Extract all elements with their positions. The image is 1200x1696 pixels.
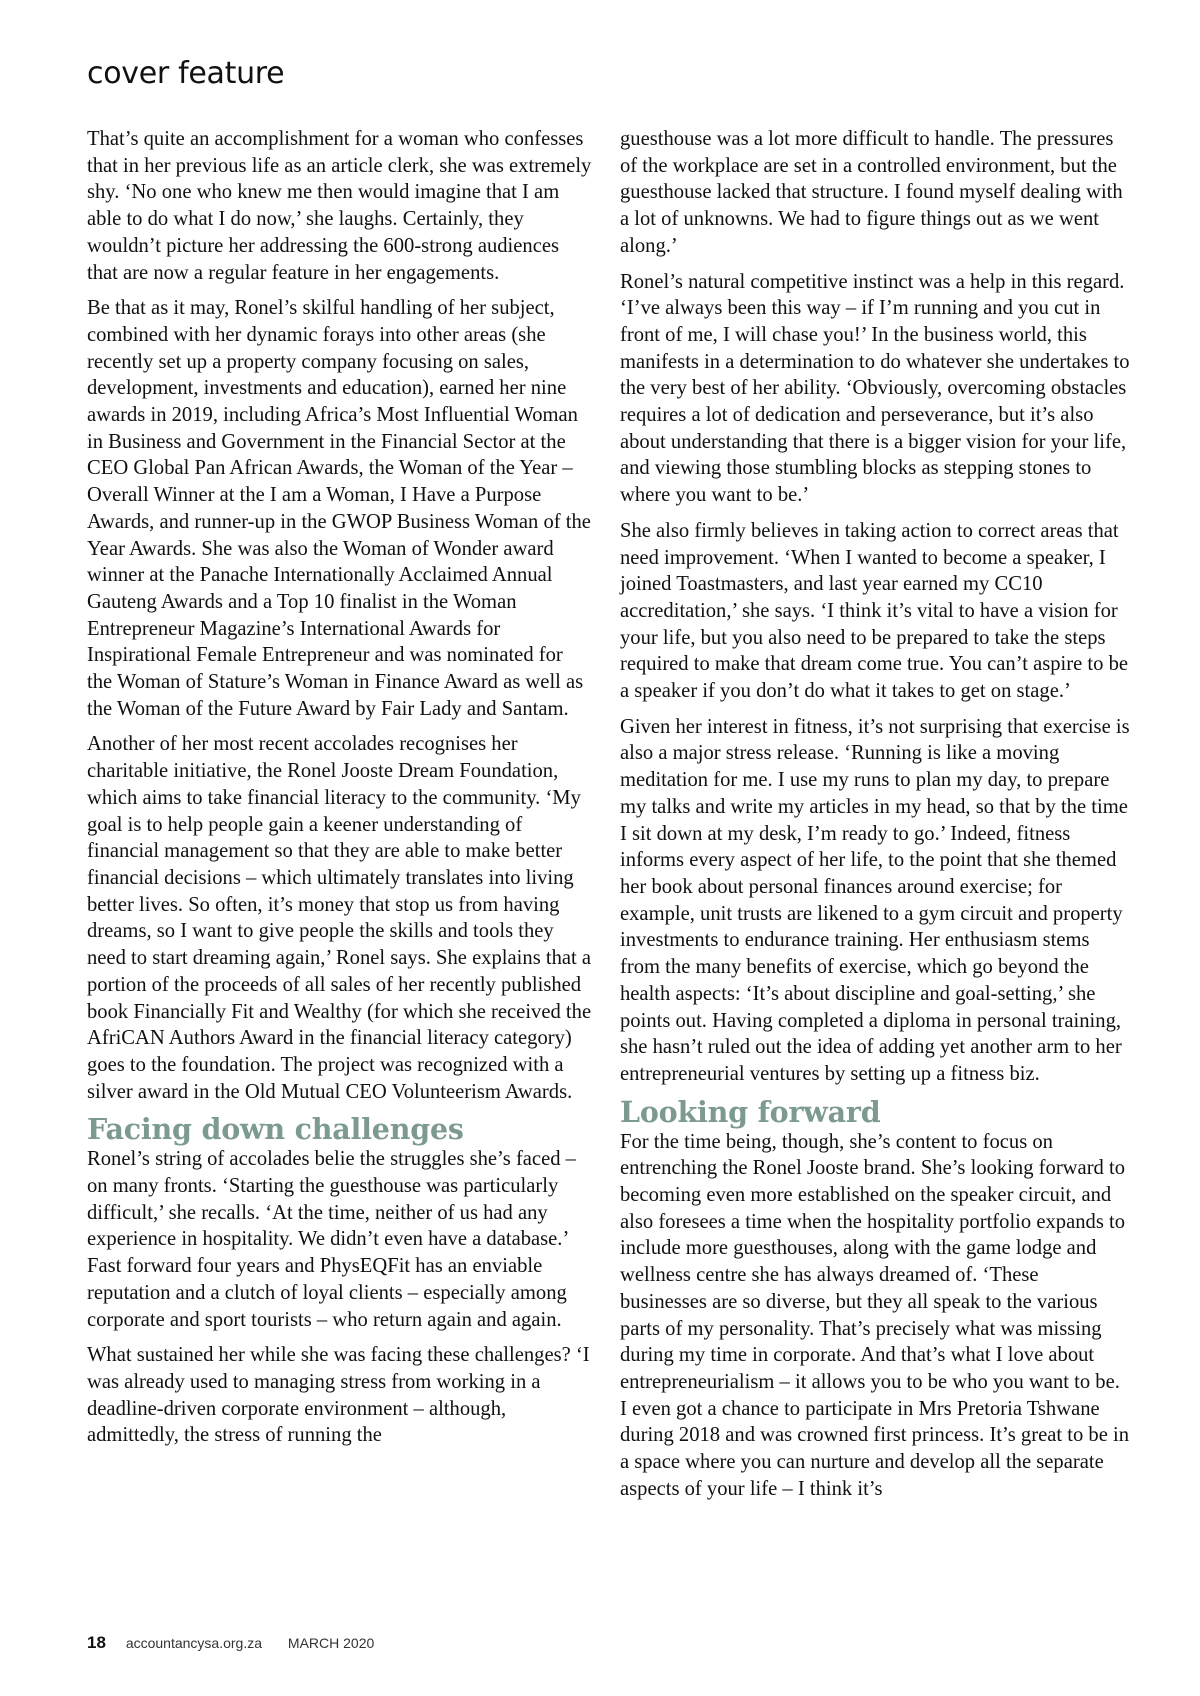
page-number: 18 xyxy=(87,1633,106,1652)
paragraph: She also firmly believes in taking action to correct areas that need improvement. ‘When I wanted to become a speaker, I joined Toastmasters, and last year earned my CC10 accreditation,’ she says. ‘I think it’s vital to have a vision for your life, but you also need to be prepared to take the steps required to make that dream come true. You can’t aspire to be a speaker if you don’t do what it takes to get on stage.’ xyxy=(620,519,1129,703)
website-link[interactable]: accountancysa.org.za xyxy=(125,1635,263,1651)
paragraph: Be that as it may, Ronel’s skilful handling of her subject, combined with her dynamic forays into other areas (she recently set up a property company focusing on sales, development, investments and education), earned her nine awards in 2019, including Africa’s Most Influential Woman in Business and Government in the Financial Sector at the CEO Global Pan African Awards, the Woman of the Year – Overall Winner at the I am a Woman, I Have a Purpose Awards, and runner-up in the GWOP Business Woman of the Year Awards. She was also the Woman of Wonder award winner at the Panache Internationally Acclaimed Annual Gauteng Awards and a Top 10 finalist in the Woman Entrepreneur Magazine’s International Awards for Inspirational Female Entrepreneur and was nominated for the Woman of Stature’s Woman in Finance Award as well as the Woman of the Future Award by Fair Lady and Santam. xyxy=(87,297,591,720)
paragraph: What sustained her while she was facing these challenges? ‘I was already used to managing stress from working in a deadline-driven corporate environment – although, admittedly, the stress of running the xyxy=(87,1344,590,1447)
subheading-facing-down-challenges: Facing down challenges xyxy=(87,1112,464,1147)
article-column-right xyxy=(620,126,1130,1511)
paragraph: For the time being, though, she’s content to focus on entrenching the Ronel Jooste brand. She’s looking forward to becoming even more established on the speaker circuit, and also foresees a time when the hospitality portfolio expands to include more guesthouses, along with the game lodge and wellness centre she has always dreamed of. ‘These businesses are so diverse, but they all speak to the various parts of my personality. That’s precisely what was missing during my time in corporate. And that’s what I love about entrepreneurialism – it allows you to be who you want to be. I even got a chance to participate in Mrs Pretoria Tshwane during 2018 and was crowned first princess. It’s great to be in a space where you can nurture and develop all the separate aspects of your life – I think it’s xyxy=(620,1130,1130,1500)
page-footer xyxy=(87,1633,374,1653)
paragraph: Given her interest in fitness, it’s not surprising that exercise is also a major stress release. ‘Running is like a moving meditation for me. I use my runs to plan my day, to prepare my talks and write my articles in my head, so that by the time I sit down at my desk, I’m ready to go.’ Indeed, fitness informs every aspect of her life, to the point that she themed her book about personal finances around exercise; for example, unit trusts are likened to a gym circuit and property investments to endurance training. Her enthusiasm stems from the many benefits of exercise, which go beyond the health aspects: ‘It’s about discipline and goal-setting,’ she points out. Having completed a diploma in personal training, she hasn’t ruled out the idea of adding yet another arm to her entrepreneurial ventures by setting up a fitness biz. xyxy=(620,715,1130,1085)
subheading-looking-forward: Looking forward xyxy=(620,1094,881,1129)
paragraph: Another of her most recent accolades recognises her charitable initiative, the Ronel Jooste Dream Foundation, which aims to take financial literacy to the community. ‘My goal is to help people gain a keener understanding of financial management so that they are able to make better financial decisions – which ultimately translates into living better lives. So often, it’s money that stop us from having dreams, so I want to give people the skills and tools they need to start dreaming again,’ Ronel says. She explains that a portion of the proceeds of all sales of her recently published book Financially Fit and Wealthy (for which she received the AfriCAN Authors Award in the financial literacy category) goes to the foundation. The project was recognized with a silver award in the Old Mutual CEO Volunteerism Awards. xyxy=(87,733,592,1103)
paragraph: That’s quite an accomplishment for a woman who confesses that in her previous life as an article clerk, she was extremely shy. ‘No one who knew me then would imagine that I am able to do what I do now,’ she laughs. Certainly, they wouldn’t picture her addressing the 600-strong audiences that are now a regular feature in her engagements. xyxy=(87,128,592,284)
article-column-left xyxy=(87,126,592,1458)
paragraph: Ronel’s natural competitive instinct was a help in this regard. ‘I’ve always been this way – if I’m running and you cut in front of me, I will chase you!’ In the business world, this manifests in a determination to do whatever she undertakes to the very best of her ability. ‘Obviously, overcoming obstacles requires a lot of dedication and perseverance, but it’s also about understanding that there is a bigger vision for your life, and viewing those stumbling blocks as stepping stones to where you want to be.’ xyxy=(620,270,1130,507)
section-label: cover feature xyxy=(87,56,285,91)
paragraph: Ronel’s string of accolades belie the struggles she’s faced – on many fronts. ‘Starting the guesthouse was particularly difficult,’ she recalls. ‘At the time, neither of us had any experience in hospitality. We didn’t even have a database.’ Fast forward four years and PhysEQFit has an enviable reputation and a clutch of loyal clients – especially among corporate and sport tourists – who return again and again. xyxy=(87,1148,576,1331)
issue-date: MARCH 2020 xyxy=(287,1635,375,1651)
paragraph: guesthouse was a lot more difficult to handle. The pressures of the workplace are set in a controlled environment, but the guesthouse lacked that structure. I found myself dealing with a lot of unknowns. We had to figure things out as we went along.’ xyxy=(620,128,1123,257)
